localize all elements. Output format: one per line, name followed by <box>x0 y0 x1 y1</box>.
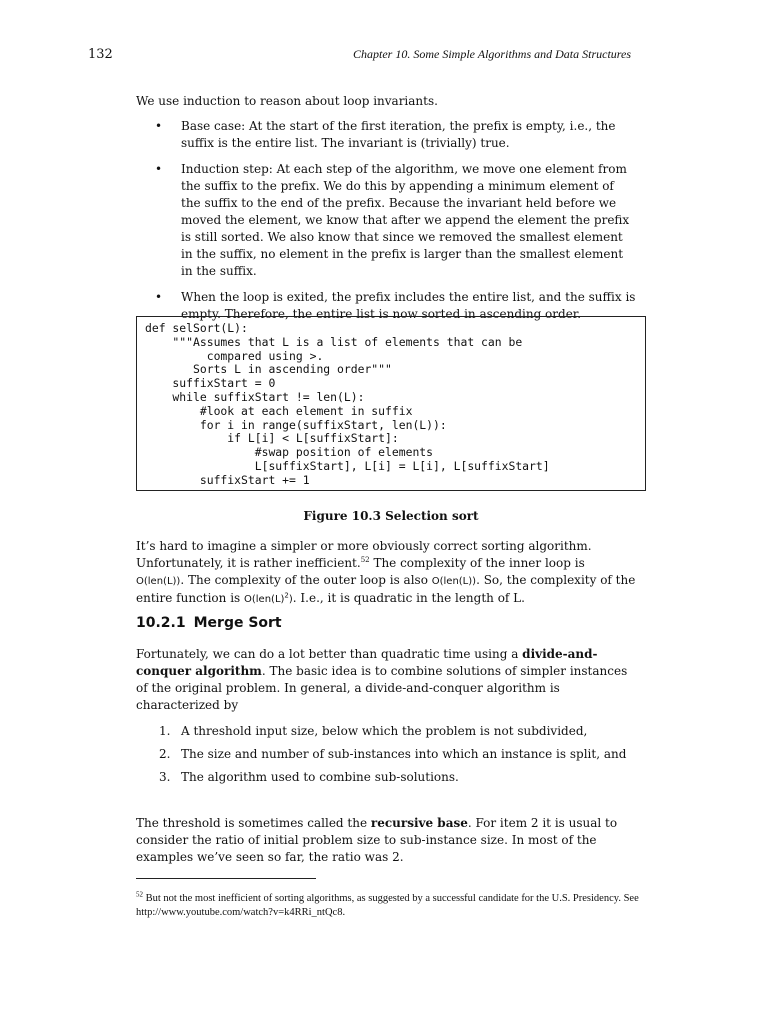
list-text: The size and number of sub-instances into which an instance is split, and <box>181 747 627 761</box>
list-item <box>159 746 629 763</box>
list-text: A threshold input size, below which the problem is not subdivided, <box>181 724 588 738</box>
complexity-math-outer: O(len(L)) <box>431 576 477 587</box>
list-item <box>159 769 629 786</box>
bullet-text: Induction step: At each step of the algorithm, we move one element from the suffix to the prefix. We do this by appending a minimum element of the suffix to the end of the prefix. Because the invariant held before we moved the element, we know that after we append the element the prefix is still sorted. We also know that since we removed the smallest element in the suffix, no element in the prefix is larger than the smallest element in the suffix. <box>181 162 630 278</box>
bullet-text: When the loop is exited, the prefix includes the entire list, and the suffix is empty. Therefore, the entire list is now sorted in ascending order. <box>181 290 636 321</box>
code-text: def selSort(L): """Assumes that L is a list of elements that can be compared using >. Sorts L in ascending order""" suffixStart = 0 while suffixStart != len(L): #look at each element in suffix for i in range(suffixStart, len(L)): if L[i] < L[suffixStart]: #swap position of elements L[suffixStart], L[i] = L[i], L[suffixStart] suffixStart += 1 <box>145 321 550 487</box>
footnote <box>136 892 646 920</box>
complexity-text-5: . I.e., it is quadratic in the length of L. <box>292 591 525 605</box>
figure-caption: Figure 10.3 Selection sort <box>303 509 479 523</box>
section-heading <box>136 615 290 631</box>
complexity-text-3: . The complexity of the outer loop is also <box>180 573 432 587</box>
threshold-text-2: . For item 2 it is usual to consider the ratio of initial problem size to sub-instance size. In most of the examples we’ve seen so far, the ratio was 2. <box>136 816 618 864</box>
footnote-text: But not the most inefficient of sorting algorithms, as suggested by a successful candidate for the U.S. Presidency. See http://www.youtube.com/watch?v=k4RRi_ntQc8. <box>136 893 639 918</box>
bullet-item <box>155 118 637 152</box>
complexity-text-4: . So, the complexity of the entire function is <box>136 573 636 605</box>
math-exponent: 2 <box>284 591 289 600</box>
math-close: ) <box>288 594 293 605</box>
complexity-text-1: It’s hard to imagine a simpler or more obviously correct sorting algorithm. Unfortunately, it is rather inefficient. <box>136 539 592 570</box>
threshold-text-1: The threshold is sometimes called the <box>136 816 371 830</box>
chapter-title: Chapter 10. Some Simple Algorithms and Data Structures <box>353 47 631 61</box>
merge-bold-term: divide-and-conquer algorithm <box>136 647 598 678</box>
section-number: 10.2.1 <box>136 615 186 631</box>
math-base: O(len(L) <box>244 594 285 605</box>
bullet-marker: • <box>155 162 163 176</box>
complexity-math-inner: O(len(L)) <box>136 576 181 587</box>
bullet-marker: • <box>155 119 163 133</box>
list-number: 2. <box>159 747 171 761</box>
bullet-marker: • <box>155 290 163 304</box>
list-number: 1. <box>159 724 171 738</box>
list-item <box>159 723 629 740</box>
intro-paragraph: We use induction to reason about loop invariants. <box>136 94 438 108</box>
threshold-bold-term: recursive base <box>370 816 468 830</box>
footnote-ref: 52 <box>360 556 370 564</box>
bullet-item <box>155 161 637 280</box>
bullet-list <box>155 118 637 332</box>
merge-text-1: Fortunately, we can do a lot better than quadratic time using a <box>136 647 523 661</box>
merge-paragraph <box>136 646 636 714</box>
complexity-paragraph <box>136 538 636 608</box>
code-listing <box>136 316 646 491</box>
complexity-math-total <box>244 591 293 605</box>
footnote-divider <box>136 878 316 879</box>
list-number: 3. <box>159 770 171 784</box>
merge-text-2: . The basic idea is to combine solutions of simpler instances of the original problem. In general, a divide-and-conquer algorithm is characterized by <box>136 664 628 712</box>
footnote-number: 52 <box>136 890 143 899</box>
section-title: Merge Sort <box>193 615 282 631</box>
threshold-paragraph <box>136 815 636 866</box>
page-number: 132 <box>88 47 113 62</box>
bullet-text: Base case: At the start of the first iteration, the prefix is empty, i.e., the suffix is the entire list. The invariant is (trivially) true. <box>181 119 616 150</box>
numbered-list <box>159 723 629 792</box>
list-text: The algorithm used to combine sub-solutions. <box>181 770 459 784</box>
complexity-text-2: The complexity of the inner loop is <box>369 556 585 570</box>
